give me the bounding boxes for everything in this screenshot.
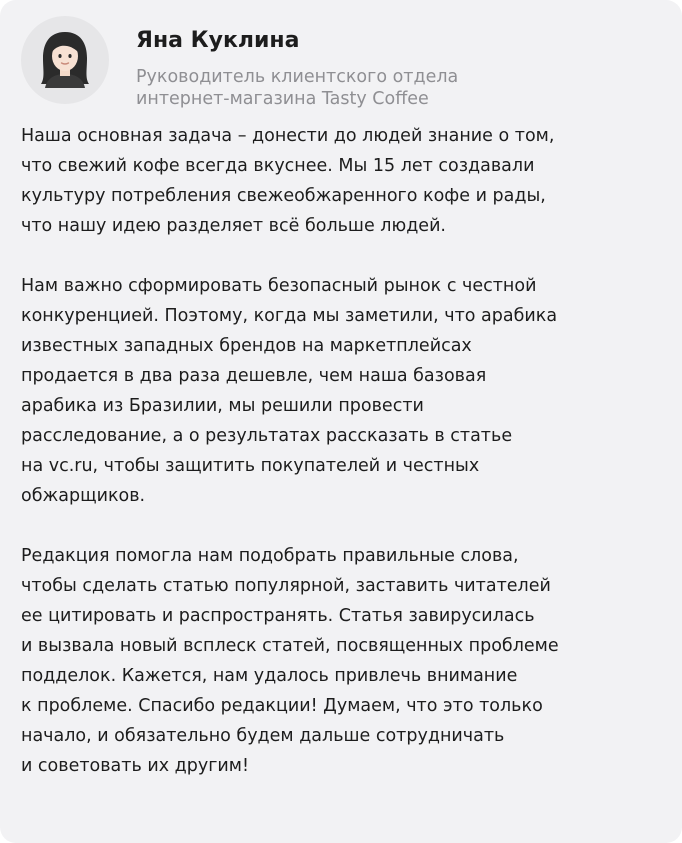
text-line: начало, и обязательно будем дальше сотрудничать (21, 726, 505, 746)
text-line: Нам важно сформировать безопасный рынок с честной (21, 276, 537, 296)
text-line: ее цитировать и распространять. Статья завирусилась (21, 606, 535, 626)
text-line: подделок. Кажется, нам удалось привлечь внимание (21, 666, 518, 686)
text-line: культуру потребления свежеобжаренного кофе и рады, (21, 186, 546, 206)
woman-emoji-icon (37, 30, 93, 88)
paragraph-3 (21, 541, 671, 781)
text-line: расследование, а о результатах рассказать в статье (21, 426, 513, 446)
text-line: к проблеме. Спасибо редакции! Думаем, что это только (21, 696, 543, 716)
text-line: что нашу идею разделяет всё больше людей. (21, 216, 446, 236)
text-line: Наша основная задача – донести до людей знание о том, (21, 126, 555, 146)
author-role-line: интернет-магазина Tasty Coffee (136, 89, 429, 109)
author-role (136, 66, 556, 110)
text-line: обжарщиков. (21, 486, 146, 506)
text-line: арабика из Бразилии, мы решили провести (21, 396, 424, 416)
text-line: продается в два раза дешевле, чем наша базовая (21, 366, 487, 386)
avatar (21, 16, 109, 104)
paragraph-2 (21, 271, 671, 511)
text-line: чтобы сделать статью популярной, заставить читателей (21, 576, 551, 596)
text-line: конкуренцией. Поэтому, когда мы заметили, что арабика (21, 306, 558, 326)
author-name: Яна Куклина (136, 28, 300, 53)
author-role-line: Руководитель клиентского отдела (136, 67, 459, 87)
testimonial-text (21, 121, 671, 811)
paragraph-1 (21, 121, 671, 241)
text-line: и вызвала новый всплеск статей, посвященных проблеме (21, 636, 559, 656)
text-line: и советовать их другим! (21, 756, 249, 776)
text-line: Редакция помогла нам подобрать правильные слова, (21, 546, 519, 566)
text-line: на vc.ru, чтобы защитить покупателей и честных (21, 456, 480, 476)
text-line: что свежий кофе всегда вкуснее. Мы 15 лет создавали (21, 156, 535, 176)
author-header (21, 16, 661, 108)
text-line: известных западных брендов на маркетплейсах (21, 336, 472, 356)
